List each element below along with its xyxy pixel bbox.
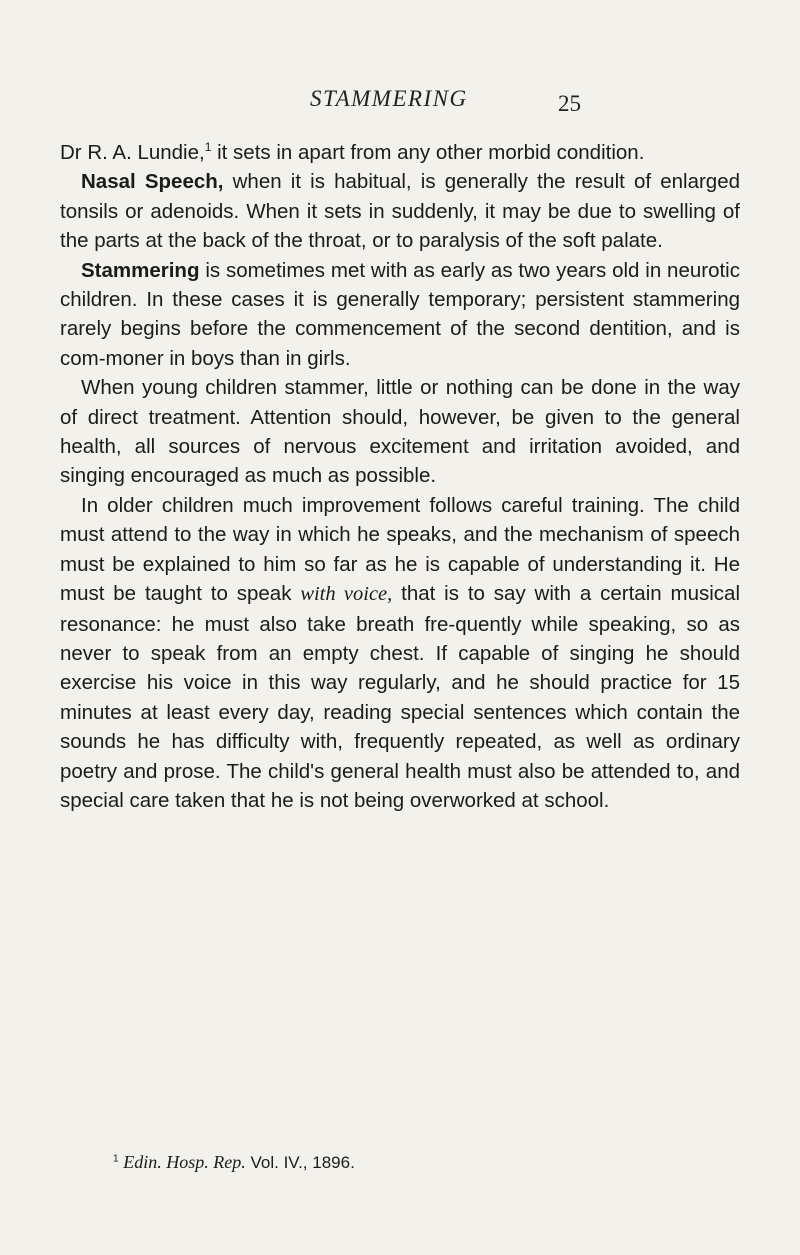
paragraph-nasal-speech xyxy=(60,167,740,255)
page-number: 25 xyxy=(558,91,581,116)
paragraph-text: When young children stammer, little or nothing can be done in the way of direct treatment. Attention should, however, be given to the general health, all sources of nervous excitement and irritation avoided, and singing encouraged as much as possible. xyxy=(60,376,740,488)
paragraph-text: it sets in apart from any other morbid condition. xyxy=(211,141,645,164)
italic-phrase: with voice, xyxy=(300,583,393,606)
footnote-mark: 1 xyxy=(113,1153,119,1165)
body-text xyxy=(60,138,740,815)
paragraph-stammering xyxy=(60,256,740,374)
paragraph-text: In older children much improvement follows careful training. The child must attend to the way in which he speaks, and the mechanism of speech must be explained to him so far as he is capable of understanding it. He must be taught to speak xyxy=(60,493,740,606)
paragraph-text: that is to say with a certain musical resonance: he must also take breath fre-quently while speaking, so as never to speak from an empty chest. If capable of singing he should exercise his voice in this way regularly, and he should practice for 15 minutes at least every day, reading special sentences which contain the sounds he has difficulty with, frequently repeated, as well as ordinary poetry and prose. The child's general health must also be attended to, and special care taken that he is not being overworked at school. xyxy=(60,582,741,812)
paragraph-text: is sometimes met with as early as two years old in neurotic children. In these cases it is generally temporary; persistent stammering rarely begins before the commencement of the second dentition, and is com-moner in boys than in girls. xyxy=(60,258,740,370)
paragraph-text: when it is habitual, is generally the result of enlarged tonsils or adenoids. When it sets in suddenly, it may be due to swelling of the parts at the back of the throat, or to paralysis of the soft palate. xyxy=(60,170,741,253)
footnote-reference: 1 xyxy=(204,140,212,155)
footnote-source: Edin. Hosp. Rep. xyxy=(123,1152,246,1172)
section-lead-nasal-speech: Nasal Speech, xyxy=(81,170,224,194)
running-title: STAMMERING xyxy=(310,86,468,111)
footnote xyxy=(113,1151,355,1174)
section-lead-stammering: Stammering xyxy=(81,258,200,282)
paragraph-opening: Dr R. A. Lundie, xyxy=(60,141,205,164)
paragraph-lundie xyxy=(60,138,740,167)
running-head xyxy=(0,86,800,120)
footnote-detail: Vol. IV., 1896. xyxy=(245,1153,355,1172)
paragraph-older-children xyxy=(60,491,740,815)
paragraph-young-children xyxy=(60,373,740,491)
